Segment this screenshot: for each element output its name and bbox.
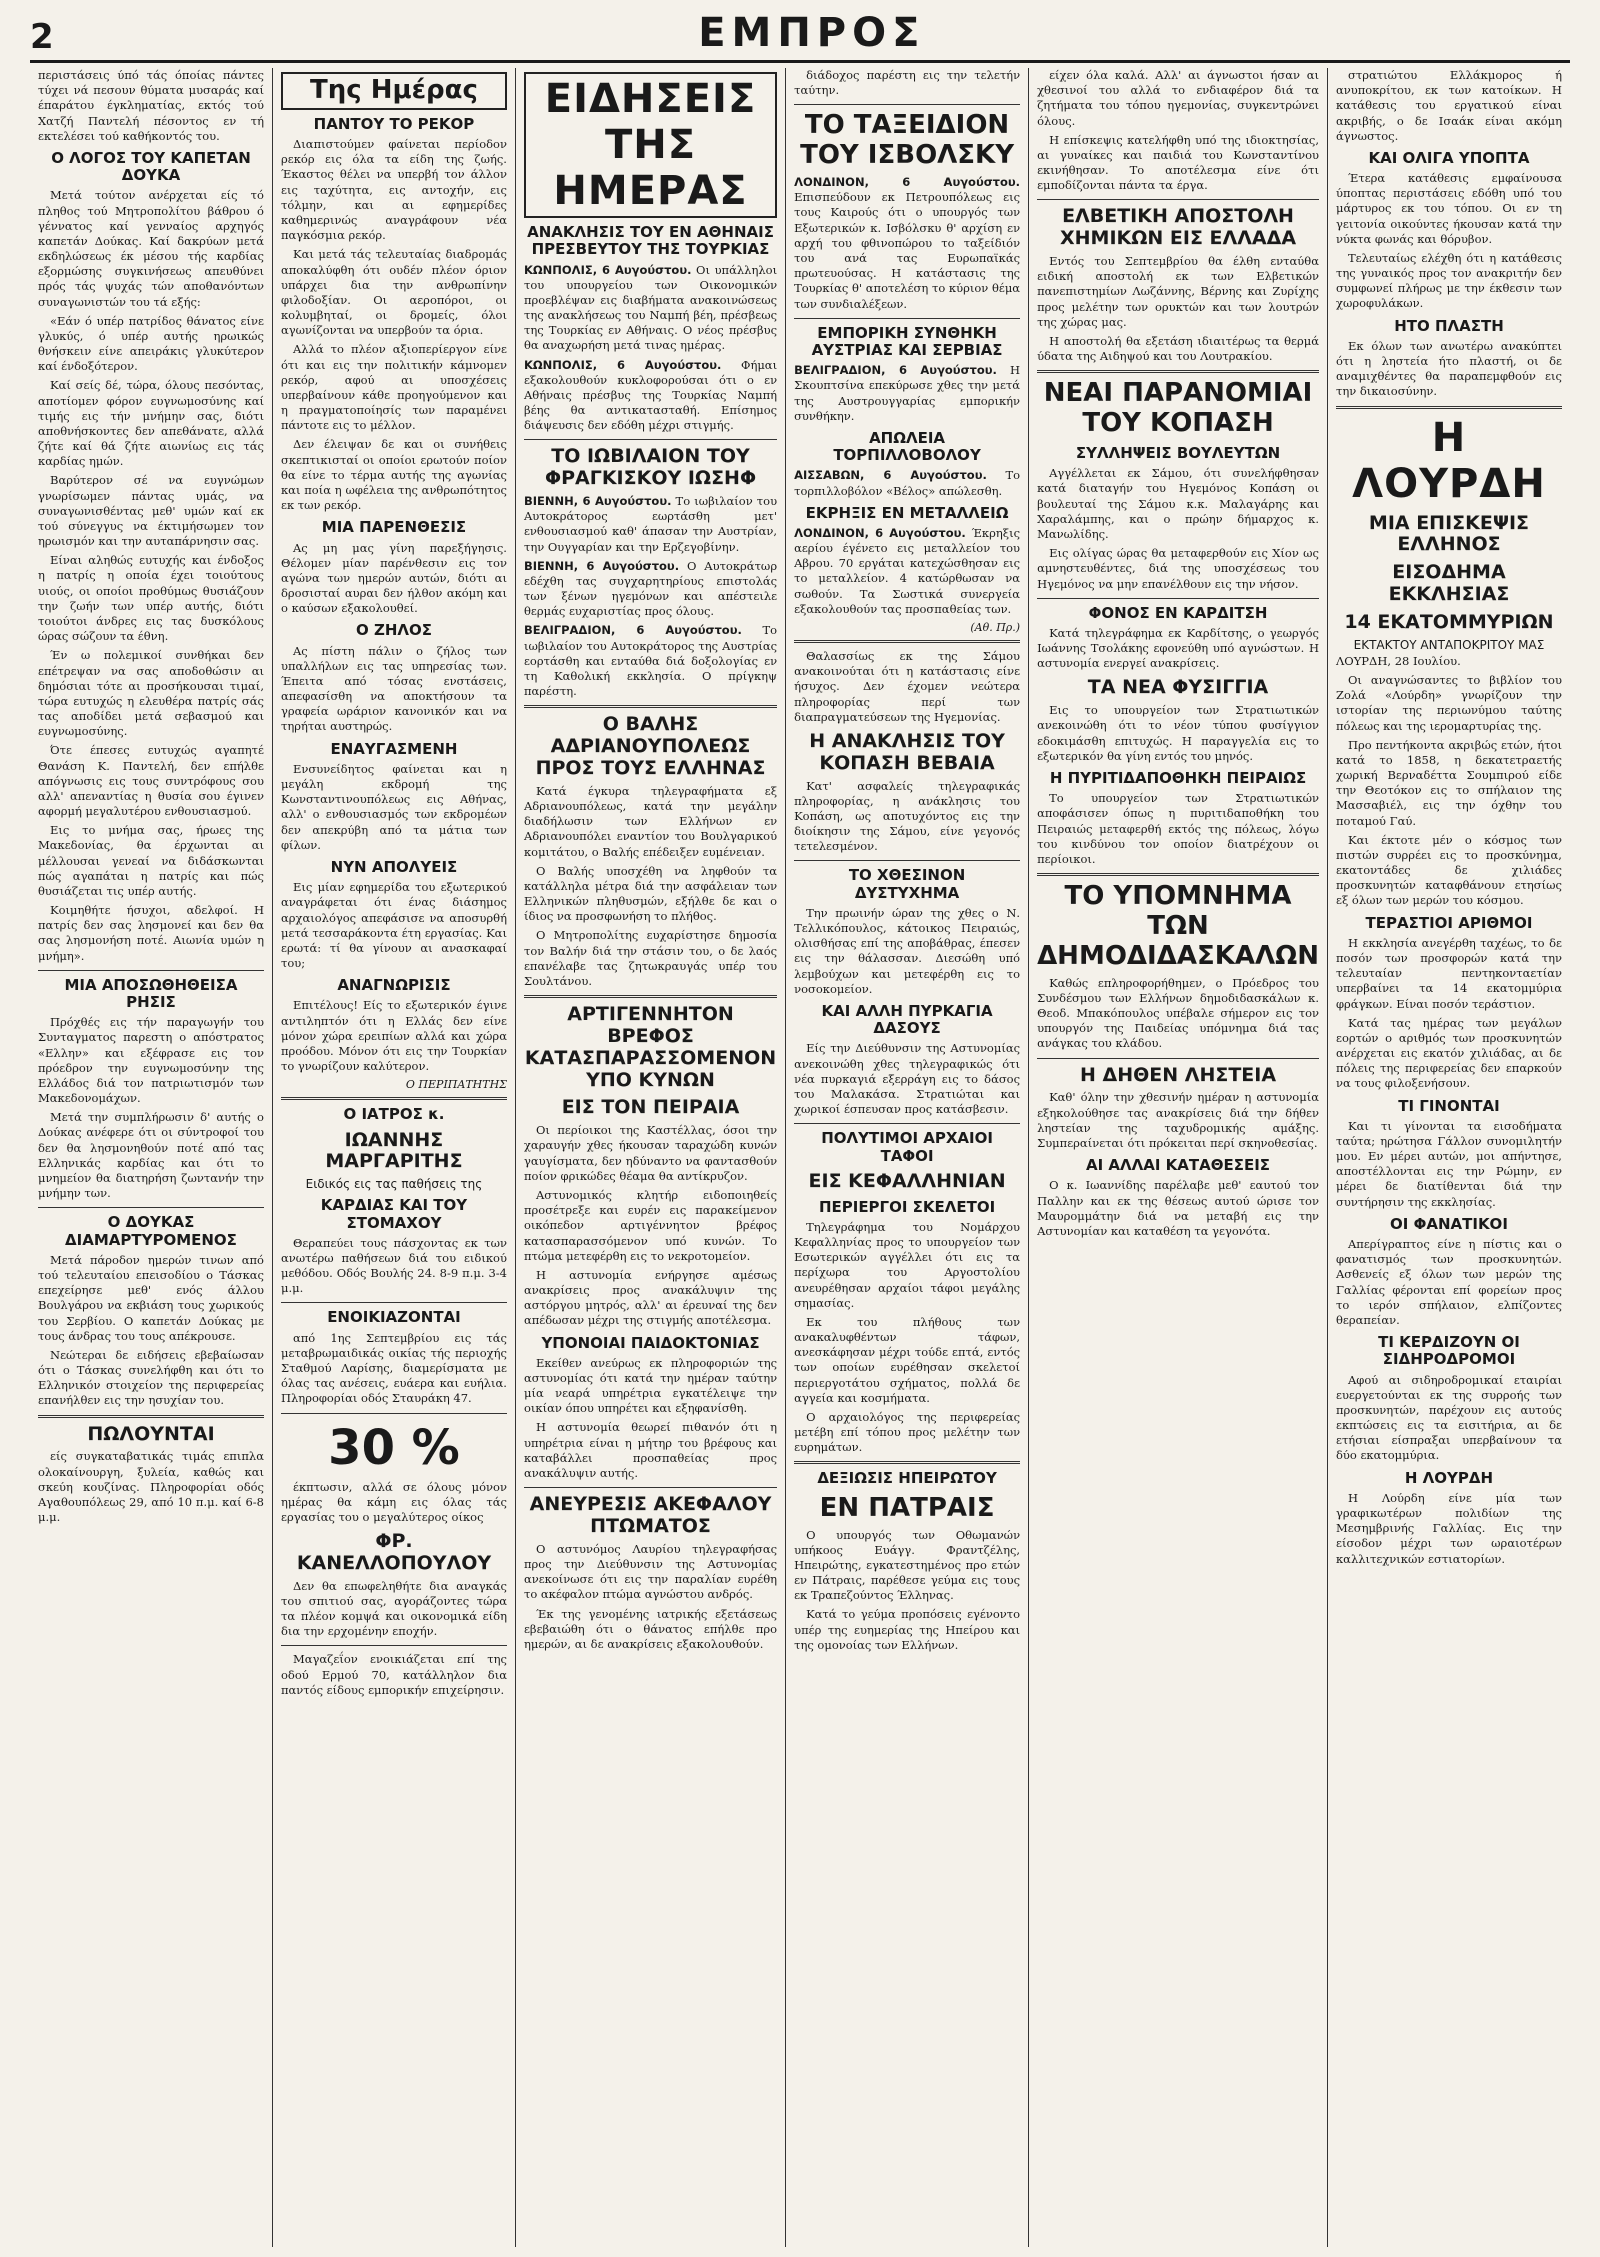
article-text: Επιτέλους! Είς το εξωτερικόν έγινε αντιληπτόν ότι η Ελλάς δεν είνε μόνον χώρα ερειπίων αλλά και χώρα προόδου. Μόνον ότι εις την Τουρκίαν το γνωρίζουν καλύτερον. — [280, 998, 507, 1074]
divider — [281, 1645, 507, 1646]
headline: ΔΕΞΙΩΣΙΣ ΗΠΕΙΡΩΤΟΥ — [817, 1469, 997, 1488]
headline: ΠΩΛΟΥΝΤΑΙ — [87, 1422, 215, 1445]
ad-text: έκπτωσιν, αλλά σε όλους μόνον ημέρας θα κάμη εις όλας τάς εργασίας του ο μεγαλύτερος οίκος — [280, 1479, 507, 1524]
divider — [1037, 370, 1319, 373]
article-text: Ότε έπεσες ευτυχώς αγαπητέ Θανάση Κ. Παντελή, δεν επήλθε απόγνωσις εις τους συντρόφους σου αλλ' απεναντίας η θυσία σου έγινεν αφορμή μεγαλυτέρου ενθουσιασμού. — [38, 743, 264, 819]
divider — [794, 860, 1020, 861]
subheading: ΤΙ ΚΕΡΔΙΖΟΥΝ ΟΙ ΣΙΔΗΡΟΔΡΟΜΟΙ — [1378, 1333, 1520, 1369]
headline: ΕΙΣΟΔΗΜΑ ΕΚΚΛΗΣΙΑΣ — [1388, 561, 1510, 606]
divider — [38, 1207, 264, 1208]
article-text: Εις το μνήμα σας, ήρωες της Μακεδονίας, θα έρχωνται αι μέλλουσαι γενεαί να διδάσκωνται πώς αγαπάται η πατρίς και πώς θυσιάζεται τις υπέρ αυτής. — [38, 823, 264, 898]
dispatch-text: Το ιωβιλαίον του Αυτοκράτορος της Αυστρίας εορτάσθη και ενταύθα διά δοξολογίας εν τη Καθολική εκκλησία. Ο πρίγκηψ παρέστη. — [523, 623, 778, 699]
section-title: Της Ημέρας — [281, 72, 507, 110]
article-text: Οι αναγνώσαντες το βιβλίον του Ζολά «Λούρδη» γνωρίζουν την ιστορίαν της περιωνύμου ταύτης πόλεως και της ιερομαρτυρίας της. — [1335, 672, 1562, 733]
article-text: Οι περίοικοι της Καστέλλας, όσοι την χαραυγήν χθες ήκουσαν ταραχώδη κυνών γαυγίσματα, δεν ηδύναντο να φαντασθούν ποίον φρικώδες θέαμα θα αντίκρυζον. — [523, 1123, 778, 1183]
headline: ΑΡΤΙΓΕΝΝΗΤΟΝ ΒΡΕΦΟΣ ΚΑΤΑΣΠΑΡΑΣΣΟΜΕΝΟΝ ΥΠΟ ΚΥΝΩΝ — [524, 1003, 777, 1091]
article-text: Βαρύτερον σέ να ευγνώμων γνωρίσωμεν πάντας υμάς, να συναγωνισθέντας μεθ' υμών καί εκ τού σύνεγγυς να έκτιμήσωμεν τον ηρωισμόν και την αυταπάρνησιν σας. — [38, 473, 264, 549]
subheading: ΤΕΡΑΣΤΙΟΙ ΑΡΙΘΜΟΙ — [1365, 913, 1533, 932]
columns — [30, 68, 1570, 2247]
subheading: ΥΠΟΝΟΙΑΙ ΠΑΙΔΟΚΤΟΝΙΑΣ — [541, 1333, 760, 1352]
dispatch-text: Το τορπιλλοβόλον «Βέλος» απώλεσθη. — [794, 468, 1021, 498]
masthead — [30, 0, 1570, 63]
article-text: Καθώς επληροφορήθημεν, ο Πρόεδρος του Συνδέσμου των Ελλήνων δημοδιδασκάλων κ. Θεοδ. Μπακόπουλος υπέβαλε σήμερον εις τον υπουργόν της Παιδείας υπόμνημα διά τας ανάγκας του κλάδου. — [1037, 975, 1319, 1051]
headline: ΕΛΒΕΤΙΚΗ ΑΠΟΣΤΟΛΗ ΧΗΜΙΚΩΝ ΕΙΣ ΕΛΛΑΔΑ — [1059, 205, 1297, 250]
divider — [524, 439, 777, 440]
divider — [1037, 598, 1319, 599]
page-number: 2 — [30, 17, 54, 57]
headline: 14 ΕΚΑΤΟΜΜΥΡΙΩΝ — [1344, 610, 1554, 633]
article-text — [794, 526, 1020, 617]
dateline: ΒΙΕΝΝΗ, 6 Αυγούστου. — [523, 558, 680, 573]
article-text: Κατ' ασφαλείς τηλεγραφικάς πληροφορίας, η ανάκλησις του Κοπάση, ως αποτυχόντος εις την διοίκησιν της Σάμου, είνε γεγονός τετελεσμένον. — [794, 778, 1021, 854]
headline: Ο ΒΑΛΗΣ ΑΔΡΙΑΝΟΥΠΟΛΕΩΣ ΠΡΟΣ ΤΟΥΣ ΕΛΛΗΝΑΣ — [535, 713, 766, 779]
headline: ΕΙΣ ΚΕΦΑΛΛΗΝΙΑΝ — [808, 1169, 1006, 1192]
article-text: Καί σείς δέ, τώρα, όλους πεσόντας, αποτίομεν φόρον ευγνωμοσύνης καί τιμής εις τήν μνήμην σας, διότι αποθνήσκοντες δεν απεθάνατε, αλλά ζήτε καί θά ζήτε αιωνίως εις τάς καρδίας ημών. — [38, 378, 264, 469]
headline: ΝΕΑΙ ΠΑΡΑΝΟΜΙΑΙ ΤΟΥ ΚΟΠΑΣΗ — [1043, 378, 1313, 439]
article-text: Η Λούρδη είνε μία των γραφικωτέρων πολιδίων της Μεσημβρινής Γαλλίας. Εις την είσοδον μέχρι των ωραιοτέρων καλλιτεχνικών εστιατορίων. — [1335, 1490, 1562, 1566]
article-text: διάδοχος παρέστη εις την τελετήν ταύτην. — [794, 68, 1021, 98]
dateline: ΛΟΥΡΔΗ, 28 Ιουλίου. — [1335, 653, 1461, 668]
headline: ΚΑΙ ΑΛΛΗ ΠΥΡΚΑΓΙΑ ΔΑΣΟΥΣ — [821, 1001, 993, 1038]
article-text: Ας πίστη πάλιν ο ζήλος των υπαλλήλων εις τας υπηρεσίας των. Έπειτα από τόσας ενστάσεις, απεφασίσθη να αποκτήσουν τα γραφεία ωράριον κανονικόν και να τηρήται αυστηρώς. — [280, 643, 507, 734]
ad-heading: ΚΑΡΔΙΑΣ ΚΑΙ ΤΟΥ ΣΤΟΜΑΧΟΥ — [320, 1196, 468, 1232]
divider — [1037, 199, 1319, 200]
article-text: Εις μίαν εφημερίδα του εξωτερικού αναγράφεται ότι ένας διάσημος αρχαιολόγος απεφάσισε να αποσυρθή μετά τεσσαράκοντα έτη εργασίας. Και ερωτά: τί θα γίνουν αι ανασκαφαί του; — [280, 880, 507, 971]
dateline: ΒΙΕΝΝΗ, 6 Αυγούστου. — [523, 494, 672, 509]
dispatch-text: Έκρηξις αερίου έγένετο εις μεταλλείον του Αβρου. 70 εργάται κατεχώσθησαν εις το μεταλλείον. 4 κατώρθωσαν να σωθούν. Τα Σωστικά συνεργεία εξακολουθούν τας προσπαθείας των. — [794, 525, 1021, 616]
article-text: Εντός του Σεπτεμβρίου θα έλθη ενταύθα ειδική αποστολή εκ των Ελβετικών πανεπιστημίων Λωζάννης, Βέρνης και Ζυρίχης προς μελέτην των ορυκτών και των λουτρών της χώρας μας. — [1037, 254, 1319, 329]
article-text: Αλλά το πλέον αξιοπερίεργον είνε ότι και εις την πολιτικήν κάμνομεν ρεκόρ, αφού αι υποσχέσεις υπερβαίνουν κάθε προηγούμενον και η πραγματοποίησίς των παραμένει πάντοτε εις το μέλλον. — [280, 342, 507, 433]
article-text: Απερίγραπτος είνε η πίστις και ο φανατισμός των προσκυνητών. Ασθενείς εξ όλων των μερών της Γαλλίας φέρονται επί φορείων προς το ιερόν σπήλαιον, ελπίζοντες θεραπείαν. — [1335, 1237, 1562, 1327]
ad-text: Θεραπεύει τους πάσχοντας εκ των ανωτέρω παθήσεων διά του ειδικού μεθόδου. Οδός Βουλής 24. 8-9 π.μ. 3-4 μ.μ. — [280, 1235, 507, 1296]
headline: Ο ΔΟΥΚΑΣ ΔΙΑΜΑΡΤΥΡΟΜΕΝΟΣ — [65, 1213, 237, 1249]
article-text: Κατά έγκυρα τηλεγραφήματα εξ Αδριανουπόλεως, κατά την μεγάλην διαδήλωσιν των Ελλήνων εν Αδριανουπόλει εναντίον του Βουλγαρικού κομιτάτου, ο Βαλής επέδειξεν ευμένειαν. — [523, 783, 778, 859]
article-text: Καθ' όλην την χθεσινήν ημέραν η αστυνομία εξηκολούθησε τας ανακρίσεις διά την δήθεν ληστείαν της ταχυδρομικής αμάξης. Συμπεραίνεται ότι πρόκειται περί σκηνοθεσίας. — [1037, 1090, 1319, 1150]
article-text — [524, 358, 777, 434]
signature: Ο ΠΕΡΙΠΑΤΗΤΗΣ — [405, 1078, 507, 1092]
article-text: Το υπουργείον των Στρατιωτικών αποφάσισεν όπως η πυριτιδαποθήκη του Πειραιώς μεταφερθή εκτός της πόλεως, λόγω του κινδύνου τον οποίον διατρέχουν οι περίοικοι. — [1037, 791, 1319, 866]
article-text: Ο αρχαιολόγος της περιφερείας μετέβη επί τόπου προς μελέτην των ευρημάτων. — [794, 1409, 1021, 1455]
column-6 — [1328, 68, 1570, 2247]
dispatch-text: Επισπεύδουν εκ Πετρουπόλεως εις τους Καιρούς ότι ο υπουργός των Εξωτερικών κ. Ισβόλσκυ θ' αρχίση εν αρχή του φθινοπώρου το ταξείδιόν του ανά τας Ευρωπαϊκάς πρωτευούσας. Η κατάστασις της Τουρκίας θ' αποτελέση το κύριον θέμα των συνδιαλέξεων. — [794, 190, 1021, 311]
column-5 — [1029, 68, 1328, 2247]
headline: ΤΟ ΤΑΞΕΙΔΙΟΝ ΤΟΥ ΙΣΒΟΛΣΚΥ — [800, 110, 1015, 171]
subheading: ΣΥΛΛΗΨΕΙΣ ΒΟΥΛΕΥΤΩΝ — [1075, 444, 1281, 463]
divider — [794, 318, 1020, 319]
subheading: ΕΝΑΥΓΑΣΜΕΝΗ — [330, 739, 458, 758]
divider — [38, 1415, 264, 1418]
byline: ΕΚΤΑΚΤΟΥ ΑΝΤΑΠΟΚΡΙΤΟΥ ΜΑΣ — [1353, 637, 1545, 652]
divider — [281, 1097, 507, 1100]
headline: ΕΚΡΗΞΙΣ ΕΝ ΜΕΤΑΛΛΕΙΩ — [805, 503, 1009, 522]
article-text — [524, 263, 777, 354]
article-text: Εκείθεν ανεύρως εκ πληροφοριών της αστυνομίας ότι κατά την ημέραν ταύτην μία νεαρά υπηρέτρια εγκατέλειψε την οικίαν όπου υπηρέτει και εξηφανίσθη. — [523, 1355, 778, 1416]
dateline: ΒΕΛΙΓΡΑΔΙΟΝ, 6 Αυγούστου. — [794, 363, 997, 378]
article-text: Έν ω πολεμικοί συνθήκαι δεν επέτρεψαν να σας αποδοθώσιν αι δημόσιαι τότε αι προσήκουσαι τιμαί, τώρα ευτυχώς η ελευθέρα πατρίς σάς τας αποδίδει μετά σεβασμού και ευγνωμοσύνης. — [38, 648, 264, 739]
article-text: Εκ όλων των ανωτέρω ανακύπτει ότι η ληστεία ήτο πλαστή, οι δε αναμιχθέντες θα παραπεμφθούν εις την δικαιοσύνην. — [1335, 338, 1562, 399]
divider — [1336, 406, 1562, 409]
article-text: Εις το υπουργείον των Στρατιωτικών ανεκοινώθη ότι το νέον τύπου φυσίγγιον εδοκιμάσθη επιτυχώς. Η παραγγελία εις το εξωτερικόν θα γίνη εντός του μηνός. — [1037, 703, 1319, 763]
headline: ΑΝΕΥΡΕΣΙΣ ΑΚΕΦΑΛΟΥ ΠΤΩΜΑΤΟΣ — [529, 1493, 772, 1537]
subheading: ΝΥΝ ΑΠΟΛΥΕΙΣ — [330, 857, 458, 876]
subheading: ΚΑΙ ΟΛΙΓΑ ΥΠΟΠΤΑ — [1368, 148, 1530, 167]
article-text — [524, 494, 777, 555]
article-text: Η εκκλησία ανεγέρθη ταχέως, το δε ποσόν των προσφορών κατά την τελευταίαν πεντηκονταετίαν υπερβαίνει τα 14 εκατομμύρια φράγκων. Είναι ποσόν τεράστιον. — [1335, 935, 1562, 1011]
dispatch-text: Φήμαι εξακολουθούν κυκλοφορούσαι ότι ο εν Αθήναις πρέσβυς της Τουρκίας Ναμπή βέης θα αντικατασταθή. Επίσημος διάψευσις δεν εδόθη μέχρι στιγμής. — [523, 357, 778, 433]
article-text: Ας μη μας γίνη παρεξήγησις. Θέλομεν μίαν παρένθεσιν εις τον αγώνα των ημερών αυτών, διότι αι δροσισταί αυραι δεν ήλθον ακόμη και ο καύσων εξακολουθεί. — [280, 540, 507, 616]
ad-text: Ειδικός εις τας παθήσεις της — [305, 1177, 483, 1192]
subheading: ΤΙ ΓΙΝΟΝΤΑΙ — [1398, 1096, 1500, 1115]
headline: Η ΠΥΡΙΤΙΔΑΠΟΘΗΚΗ ΠΕΙΡΑΙΩΣ — [1049, 768, 1307, 787]
article-text: Κοιμηθήτε ήσυχοι, αδελφοί. Η πατρίς δεν σας λησμονεί και δεν θα σας λησμονήση ποτέ. Αιωνία υμών η μνήμη». — [38, 903, 264, 963]
article-text: Είναι αληθώς ευτυχής και ένδοξος η πατρίς η οποία έχει τοιούτους υιούς, οι οποίοι προθύμως θυσιάζουν την ζωήν των υπέρ αυτής, διότι τοιούτοι άνδρες εις τας δυσκόλους ώρας σώζουν τα έθνη. — [38, 553, 264, 644]
article-text: στρατιώτου Ελλάκμορος ή ανυποκρίτου, εκ των κατοίκων. Η κατάθεσις του εργατικού είναι ακριβής, ο δε Ισαάκ είναι ακόμη άγνωστος. — [1335, 68, 1562, 143]
article-text: Πρόχθές εις τήν παραγωγήν του Συνταγματος παρεστη ο απόστρατος «Ελλην» και εξέφρασε εις τον πρόεδρον την ευγνωμοσύνην της Ελλάδος διά τον πατριωτισμόν των Μακεδονομάχων. — [38, 1015, 264, 1106]
article-text: Ο Βαλής υποσχέθη να ληφθούν τα κατάλληλα μέτρα διά την ασφάλειαν των Ελληνικών πληθυσμών, εξήλθε δε και ο ίδιος να προσφωνήση το πλήθος. — [523, 863, 778, 924]
subheading: ΑΙ ΑΛΛΑΙ ΚΑΤΑΘΕΣΕΙΣ — [1086, 1156, 1271, 1175]
column-4 — [786, 68, 1029, 2247]
article-text — [794, 175, 1020, 312]
article-text: είχεν όλα καλά. Αλλ' αι άγνωστοι ήσαν αι χθεσινοί του αλλά το ενδιαφέρον διά τα ζητήματα του τόπου ηγεμονίας, συγκεντρώνει όλους. — [1037, 68, 1319, 128]
dateline: ΒΕΛΙΓΡΑΔΙΟΝ, 6 Αυγούστου. — [523, 623, 742, 638]
article-text: Και μετά τάς τελευταίας διαδρομάς αποκαλύφθη ότι ουδέν πλέον όριον υπάρχει δια την ανθρωπίνην φιλοδοξίαν. Οι αεροπόροι, οι κολυμβηταί, οι δρομείς, όλοι αγωνίζονται να υπερβούν τα όρια. — [280, 247, 507, 338]
ad-text: από 1ης Σεπτεμβρίου εις τάς μεταβρωμαιδικάς οικίας τής περιοχής Σταθμού Λαρίσης, διαμερίσματα με όλας τας ανέσεις, ευάερα και ευήλια. Πληροφορίαι οδός Σταυράκη 47. — [280, 1330, 507, 1406]
subheading: Ο ΖΗΛΟΣ — [355, 621, 432, 640]
article-text: Ενσυνείδητος φαίνεται και η μεγάλη εκδρομή της Κωνσταντινουπόλεως εις Αθήνας, αλλ' ο ενθουσιασμός των εκδρομέων δεν απεκρύβη από τα μάτια των φίλων. — [280, 761, 507, 852]
article-text: Ο αστυνόμος Λαυρίου τηλεγραφήσας προς την Διεύθυνσιν της Αστυνομίας ανεκοίνωσε ότι εις την παραλίαν ευρέθη το ακέφαλον πτώμα αγνώστου ανδρός. — [523, 1541, 778, 1602]
divider — [1037, 873, 1319, 876]
subheading: ΑΝΑΓΝΩΡΙΣΙΣ — [337, 976, 451, 995]
divider — [794, 640, 1020, 643]
discount-figure: 30 % — [328, 1419, 460, 1476]
headline: ΑΠΩΛΕΙΑ ΤΟΡΠΙΛΛΟΒΟΛΟΥ — [833, 428, 981, 465]
subheading: ΗΤΟ ΠΛΑΣΤΗ — [1394, 316, 1504, 335]
article-text: Κατά τηλεγράφημα εκ Καρδίτσης, ο γεωργός Ιωάννης Τσολάκης εφονεύθη υπό αγνώστων. Η αστυνομία ενεργεί ανακρίσεις. — [1037, 625, 1319, 671]
headline: ΕΙΣ ΤΟΝ ΠΕΙΡΑΙΑ — [561, 1096, 740, 1119]
headline: ΤΟ ΧΘΕΣΙΝΟΝ ΔΥΣΤΥΧΗΜΑ — [848, 866, 966, 902]
divider — [281, 1302, 507, 1303]
article-text: Διαπιστούμεν φαίνεται περίοδον ρεκόρ εις όλα τα είδη της ζωής. Έκαστος θέλει να υπερβή τον άλλον εις ταχύτητα, εις αντοχήν, εις τόλμην, και αι εφημερίδες καθημερινώς αναγράφουν νέα παγκόσμια ρεκόρ. — [280, 137, 507, 243]
article-text: Αγγέλλεται εκ Σάμου, ότι συνελήφθησαν κατά διαταγήν του Ηγεμόνος Κοπάση οι βουλευταί της Σάμου κ.κ. Μαλαγάρης και Χαραλάμπης, και ο πρώην δήμαρχος κ. Μανωλίδης. — [1037, 466, 1319, 541]
article-text — [794, 363, 1020, 424]
headline: ΕΝ ΠΑΤΡΑΙΣ — [819, 1492, 995, 1523]
article-text: Μετά πάροδον ημερών τινων από τού τελευταίου επεισοδίου ο Τάσκας επεχείρησε μεθ' ενός άλλου Βουλγάρου να εκβιάση τους χωρικούς του Σερβίου. Ο καπετάν Δούκας με τους άνδρας του τους απέκρουσε. — [38, 1252, 264, 1343]
article-text: περιστάσεις ύπό τάς όποίας πάντες τύχει νά πεσουν θύματα μυσαράς καί έπαράτου έγκληματίας, εκτός τού Χατζή Παντελή πέσοντος εν τή εκτελέσει τού καθήκοντός του. — [38, 68, 264, 143]
article-text: Θαλασσίως εκ της Σάμου ανακοινούται ότι η κατάστασις είνε ήσυχος. Δεν έχομεν νεώτερα πληροφορίας περί των διαπραγματεύσεων της Ηγεμονίας. — [794, 648, 1021, 724]
article-text: Δεν έλειψαν δε και οι συνήθεις σκεπτικισταί οι οποίοι ερωτούν ποίον θα είνε το τέρμα αυτής της αγωνίας και ποία η ωφέλεια της ανθρωπότητος εκ των ρεκόρ. — [280, 437, 507, 513]
dateline: ΑΙΣΣΑΒΩΝ, 6 Αυγούστου. — [794, 468, 987, 483]
subheading: ΜΙΑ ΠΑΡΕΝΘΕΣΙΣ — [321, 518, 467, 537]
dispatch-text: Η Σκουπτσίνα επεκύρωσε χθες την μετά της Αυστρουγγαρίας εμπορικήν συνθήκην. — [794, 363, 1021, 423]
divider — [794, 1123, 1020, 1124]
headline: ΤΟ ΥΠΟΜΝΗΜΑ ΤΩΝ ΔΗΜΟΔΙΔΑΣΚΑΛΩΝ — [1037, 881, 1319, 971]
article-text — [794, 468, 1020, 498]
dispatch-text: Οι υπάλληλοι του υπουργείου των Οικονομικών προεβλέψαν εις διαβήματα ανακοινώσεως της ανακλήσεως του Ναμπή βέη, πρέσβεως της Τουρκίας εν Αθήναις. Ο νέος πρέσβυς θα αναχωρήση μετά τινας ημέρας. — [523, 262, 778, 353]
headline: Ο ΛΟΓΟΣ ΤΟΥ ΚΑΠΕΤΑΝ ΔΟΥΚΑ — [51, 148, 251, 185]
article-text: Την πρωινήν ώραν της χθες ο Ν. Τελλικόπουλος, κάτοικος Πειραιώς, ολισθήσας επί της αποβάθρας, έπεσεν εις την θάλασσαν. Διεσώθη υπό λεμβούχων και μετεφέρθη εις το νοσοκομείον. — [794, 905, 1021, 996]
article-text: Κατά το γεύμα προπόσεις εγένοντο υπέρ της ευημερίας της Ηπείρου και της ομονοίας των Ελλήνων. — [794, 1607, 1021, 1652]
subheading: Η ΛΟΥΡΔΗ — [1404, 1468, 1494, 1487]
article-text: Αφού αι σιδηροδρομικαί εταιρίαι ευεργετούνται εκ της συρροής των προσκυνητών, παρέχουν εις αυτούς εκπτώσεις εις τα εισιτήρια, αι δε ετήσιαι είσπραξαι υπερβαίνουν τα δύο εκατομμύρια. — [1335, 1372, 1562, 1463]
divider — [524, 705, 777, 708]
headline: ΑΝΑΚΛΗΣΙΣ ΤΟΥ ΕΝ ΑΘΗΝΑΙΣ ΠΡΕΣΒΕΥΤΟΥ ΤΗΣ ΤΟΥΡΚΙΑΣ — [527, 223, 774, 259]
article-text: Η αστυνομία θεωρεί πιθανόν ότι η υπηρέτρια είναι η μήτηρ του βρέφους και καταβάλλει προσπαθείας προς ανακάλυψιν αυτής. — [523, 1420, 778, 1480]
article-text: Αστυνομικός κλητήρ ειδοποιηθείς προσέτρεξε και ευρέν εις παρακείμενον οικόπεδον αρτιγέννητον βρέφος κατασπαρασσόμενον υπό κυνών. Το πτώμα μετεφέρθη εις το νεκροτομείον. — [523, 1187, 778, 1263]
divider — [524, 1487, 777, 1488]
article-text: Νεώτεραι δε ειδήσεις εβεβαίωσαν ότι ο Τάσκας συνελήφθη και ότι το Ελληνικόν στοιχείον της περιφερείας επανήλθεν εις την ησυχίαν του. — [38, 1347, 264, 1408]
article-text: είς συγκαταβατικάς τιμάς επιπλα ολοκαίνουργη, ξυλεία, καθώς και σκεύη κουζίνας. Πληροφορίαι οδός Αγαθουπόλεως 29, από 10 π.μ. καί 6-8 μ.μ. — [38, 1449, 264, 1525]
dateline: ΛΟΝΔΙΝΟΝ, 6 Αυγούστου. — [794, 525, 966, 540]
ad-heading: Ο ΙΑΤΡΟΣ κ. — [343, 1105, 445, 1124]
ad-text: Μαγαζεΐον ενοικιάζεται επί της οδού Ερμού 70, κατάλληλον δια παντός είδους εμπορικήν επιχείρησιν. — [280, 1652, 507, 1697]
column-1 — [30, 68, 273, 2247]
divider — [524, 995, 777, 998]
headline: Η ΑΝΑΚΛΗΣΙΣ ΤΟΥ ΚΟΠΑΣΗ ΒΕΒΑΙΑ — [809, 729, 1005, 774]
article-text: Μετά τούτον ανέρχεται είς τό πληθος τού Μητροπολίτου βάθρου ό γέννατος καί γενναίος αρχηγός καπετάν Δούκας. Καί δακρύων μετά εκδηλώσεως έκ μέσου τής καρδίας εξορμώσης συγκινήσεως απευθύνει πρός τάς ψυχάς τών αποθανόντων συναγωνιστών του τά εξής: — [38, 188, 264, 309]
dateline: ΚΩΝΠΟΛΙΣ, 6 Αυγούστου. — [523, 357, 722, 372]
section-title: ΕΙΔΗΣΕΙΣ ΤΗΣ ΗΜΕΡΑΣ — [524, 72, 777, 218]
article-text: Έτερα κατάθεσις εμφαίνουσα ύποπτας περιστάσεις εδόθη υπό του μάρτυρος εκ του τόπου. Οι εν τη γειτονία οικούντες ήκουσαν κατά την νύκτα φωνάς και θόρυβον. — [1335, 171, 1562, 246]
divider — [281, 1413, 507, 1414]
newspaper-title: ΕΜΠΡΟΣ — [698, 10, 926, 56]
article-text: Είς την Διεύθυνσιν της Αστυνομίας ανεκοινώθη χθες τηλεγραφικώς ότι νέα πυρκαγιά εξερράγη εις το δάσος του Μαλακάσα. Στρατιώται και χωρικοί έσπευσαν προς κατάσβεσιν. — [794, 1041, 1021, 1117]
divider — [38, 970, 264, 971]
subheading: ΟΙ ΦΑΝΑΤΙΚΟΙ — [1390, 1214, 1508, 1233]
divider — [794, 1461, 1020, 1464]
headline: ΤΑ ΝΕΑ ΦΥΣΙΓΓΙΑ — [1087, 676, 1269, 699]
headline: Η ΔΗΘΕΝ ΛΗΣΤΕΙΑ — [1079, 1063, 1277, 1086]
article-text: Κατά τας ημέρας των μεγάλων εορτών ο αριθμός των προσκυνητών ανέρχεται εις εκατόν χιλιάδας, αι δε πόλεις της περιφερείας δεν επαρκούν να τους φιλοξενήσουν. — [1335, 1015, 1562, 1091]
subheading: ΠΕΡΙΕΡΓΟΙ ΣΚΕΛΕΤΟΙ — [818, 1197, 996, 1216]
article-text: «Εάν ό υπέρ πατρίδος θάνατος είνε γλυκύς, ό υπέρ αυτής ηρωικώς θνήσκειν είνε απειράκις γλυκύτερον καί ένδοξότερον. — [38, 313, 264, 374]
article-text: Και έκτοτε μέν ο κόσμος των πιστών συρρέει εις το προσκύνημα, εκατοντάδες δε χιλιάδες προσκυνητών καταφθάνουν ετησίως εξ όλων των μερών του κόσμου. — [1335, 832, 1562, 908]
article-text: Ο υπουργός των Οθωμανών υπήκοος Ευάγγ. Φραντζέλης, Ηπειρώτης, εγκατεστημένος προ ετών εν Πάτραις, παρέθεσε γεύμα εις τους εκ Τραπεζούντος Έλληνας. — [794, 1527, 1021, 1603]
column-3 — [516, 68, 786, 2247]
article-text: Έκ της γενομένης ιατρικής εξετάσεως εβεβαιώθη ότι ο θάνατος επήλθε προ ημερών, αι δε ανακρίσεις εξακολουθούν. — [523, 1606, 778, 1651]
headline: ΤΟ ΙΩΒΙΛΑΙΟΝ ΤΟΥ ΦΡΑΓΚΙΣΚΟΥ ΙΩΣΗΦ — [544, 445, 757, 490]
article-text — [524, 559, 777, 620]
dispatch-text: Το ιωβιλαίον του Αυτοκράτορος εωρτάσθη μετ' ενθουσιασμού καθ' άπασαν την Αυστρίαν, την Ουγγαρίαν και την Ερζεγοβίνην. — [523, 494, 778, 554]
headline: ΕΜΠΟΡΙΚΗ ΣΥΝΘΗΚΗ ΑΥΣΤΡΙΑΣ ΚΑΙ ΣΕΡΒΙΑΣ — [811, 323, 1003, 359]
article-text: Εκ του πλήθους των ανακαλυφθέντων τάφων, ανεσκάφησαν μέχρι τούδε επτά, εντός των οποίων ευρέθησαν σκελετοί περιεργοτάτου σχήματος, πολλά δε αγγεία και κοσμήματα. — [794, 1314, 1021, 1405]
article-text: Και τι γίνονται τα εισοδήματα ταύτα; ηρώτησα Γάλλον συνομιλητήν μου. Εν μέρει αυτών, μοι απήντησε, αποστέλλονται εις την Ρώμην, εν μέρει δε διατίθενται διά την συντήρησιν της εκκλησίας. — [1335, 1118, 1562, 1209]
article-text — [524, 623, 777, 699]
dateline: ΛΟΝΔΙΝΟΝ, 6 Αυγούστου. — [794, 175, 1021, 190]
article-text: Η επίσκεψις κατελήφθη υπό της ιδιοκτησίας, αι γυναίκες και παιδιά του Κωνσταντίνου εκινήθησαν. Το αποτέλεσμα είνε ότι εμποδίζονται πάντα τα έργα. — [1037, 132, 1319, 193]
ad-text: Δεν θα επωφεληθήτε δια αναγκάς του σπιτιού σας, αγοράζοντες τώρα τα πλέον κομψά και οικονομικά είδη δια την ερχομένην εποχήν. — [280, 1578, 507, 1639]
article-text: Προ πεντήκοντα ακριβώς ετών, ήτοι κατά το 1858, η δεκατετραετής χωρική Βερναδέττα Σουμπιρού είδε την Θεοτόκον εις το σπήλαιον της Μασσαβιέλ, εις την όχθην του ποταμού Γαύ. — [1335, 737, 1562, 828]
headline: Η ΛΟΥΡΔΗ — [1352, 414, 1546, 507]
article-text: Η αποστολή θα εξετάση ιδιαιτέρως τα θερμά ύδατα της Αιδηψού και του Λουτρακίου. — [1037, 333, 1319, 364]
article-text: Η αστυνομία ενήργησε αμέσως ανακρίσεις προς ανακάλυψιν της αστόργου μητρός, αλλ' αι έρευναί της δεν απέδωσαν μέχρι της στιγμής αποτέλεσμα. — [523, 1267, 778, 1328]
subheading: ΠΑΝΤΟΥ ΤΟ ΡΕΚΟΡ — [313, 114, 475, 133]
article-text: Τηλεγράφημα του Νομάρχου Κεφαλληνίας προς το υπουργείον των Εσωτερικών αγγέλλει ότι εις τα περίχωρα του Αργοστολίου ανευρέθησαν αρχαίοι τάφοι μεγάλης σημασίας. — [794, 1219, 1021, 1310]
article-text: Τελευταίως ελέχθη ότι η κατάθεσις της γυναικός προς τον ανακριτήν δεν συμφωνεί πλήρως με την έκθεσιν των χωροφυλάκων. — [1335, 250, 1562, 311]
ad-heading: ΦΡ. ΚΑΝΕΛΛΟΠΟΥΛΟΥ — [296, 1530, 492, 1574]
article-text: Ο κ. Ιωαννίδης παρέλαβε μεθ' εαυτού τον Παλλην και εκ της θέσεως αυτού ώρισε τον Μαυρομμάτην διά να μεταβή εις την Αστυνομίαν και καταθέση τα γεγονότα. — [1037, 1178, 1319, 1238]
headline: ΠΟΛΥΤΙΜΟΙ ΑΡΧΑΙΟΙ ΤΑΦΟΙ — [821, 1129, 993, 1165]
dateline: ΚΩΝΠΟΛΙΣ, 6 Αυγούστου. — [523, 262, 692, 277]
headline: ΜΙΑ ΑΠΟΣΩΘΗΘΕΙΣΑ ΡΗΣΙΣ — [64, 975, 238, 1012]
divider — [1037, 1058, 1319, 1059]
column-2 — [273, 68, 516, 2247]
ad-heading: ΙΩΑΝΝΗΣ ΜΑΡΓΑΡΙΤΗΣ — [325, 1128, 463, 1173]
dispatch-text: Ο Αυτοκράτωρ εδέχθη τας συγχαρητηρίους επιστολάς των ξένων ηγεμόνων και απέστειλε θερμάς ευχαριστίας προς όλους. — [523, 558, 778, 619]
article-text: Ο Μητροπολίτης ευχαρίστησε δημοσία τον Βαλήν διά την στάσιν του, ο δε λαός επανέλαβε τας ζητωκραυγάς υπέρ του Σουλτάνου. — [523, 928, 778, 988]
article-text: Μετά την συμπλήρωσιν δ' αυτής ο Δούκας ανέφερε ότι οι σύντροφοί του δεν θα λησμονηθούν ποτέ από τας Ελληνικάς καρδίας και ότι το μνημείον θα διατηρήση ζωντανήν την μνήμην των. — [38, 1110, 264, 1201]
article-text: Εις ολίγας ώρας θα μεταφερθούν εις Χίον ως αμνηστευθέντες, διά της υποσχέσεως του Ηγεμόνος να μην επανέλθουν εις την νήσον. — [1037, 546, 1319, 591]
headline: ΦΟΝΟΣ ΕΝ ΚΑΡΔΙΤΣΗ — [1088, 603, 1268, 622]
source-credit: (Αθ. Πρ.) — [970, 620, 1021, 634]
ad-heading: ΕΝΟΙΚΙΑΖΟΝΤΑΙ — [327, 1308, 461, 1327]
headline: ΜΙΑ ΕΠΙΣΚΕΨΙΣ ΕΛΛΗΝΟΣ — [1368, 511, 1530, 556]
divider — [794, 104, 1020, 105]
